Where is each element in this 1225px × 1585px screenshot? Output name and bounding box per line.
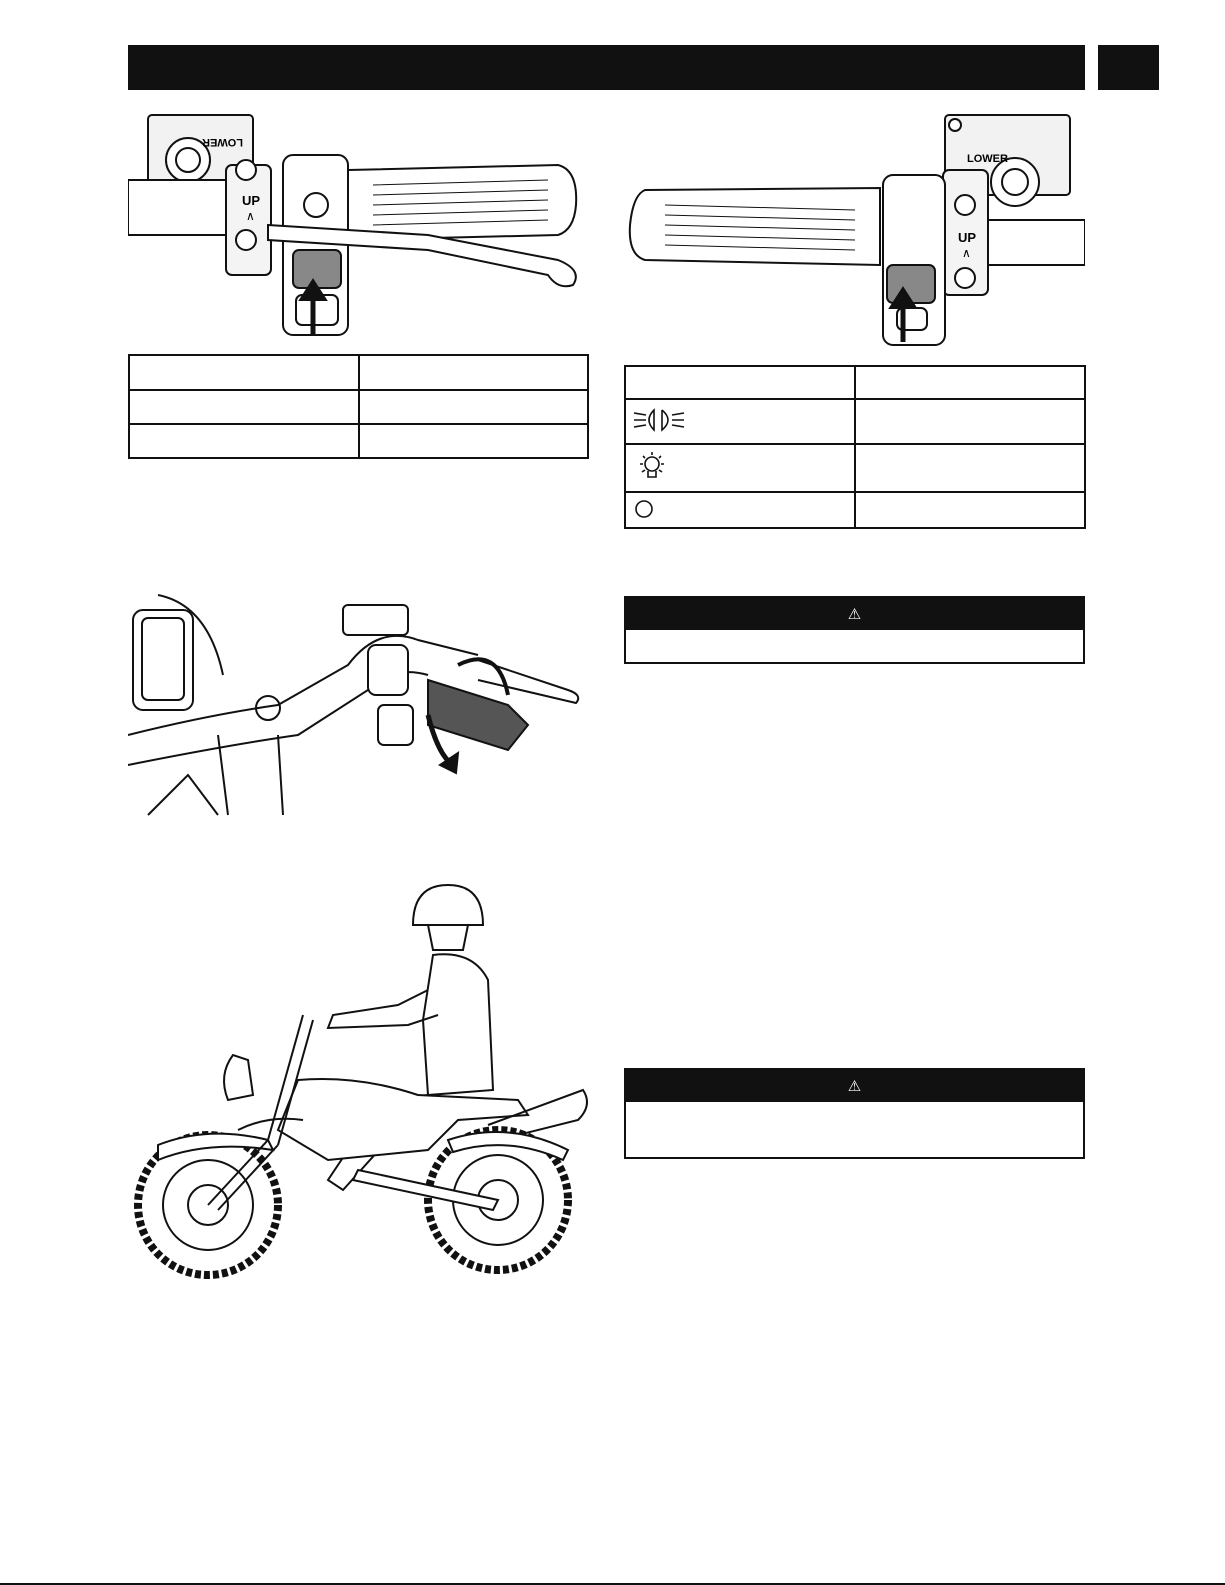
table-cell bbox=[129, 355, 359, 390]
table-cell bbox=[855, 366, 1085, 399]
table-cell bbox=[625, 444, 855, 492]
table-cell bbox=[625, 492, 855, 528]
table-cell bbox=[129, 390, 359, 424]
up-arrow-label: ∧ bbox=[246, 209, 255, 223]
table-cell bbox=[129, 424, 359, 458]
warning-box-2 bbox=[624, 1068, 1085, 1159]
up-arrow-label: ∧ bbox=[962, 246, 971, 260]
warning-box-1 bbox=[624, 596, 1085, 664]
table-cell bbox=[359, 390, 588, 424]
table-row bbox=[129, 355, 588, 390]
up-label: UP bbox=[242, 193, 261, 208]
headlight-icon bbox=[632, 405, 688, 435]
table-cell bbox=[359, 355, 588, 390]
table-row bbox=[625, 444, 1085, 492]
header-page-tab bbox=[1098, 45, 1159, 90]
lower-label: LOWER bbox=[967, 153, 1008, 165]
table-cell bbox=[855, 444, 1085, 492]
warning-text bbox=[626, 1102, 1083, 1114]
left-grip-illustration bbox=[128, 110, 590, 355]
bulb-icon bbox=[632, 450, 672, 484]
table-cell bbox=[359, 424, 588, 458]
header-bar bbox=[128, 45, 1085, 90]
warning-text bbox=[626, 630, 1083, 642]
circle-off-icon bbox=[632, 497, 656, 521]
warning-header bbox=[626, 1070, 1083, 1102]
table-row bbox=[129, 390, 588, 424]
rider-illustration bbox=[128, 880, 588, 1285]
table-row bbox=[625, 492, 1085, 528]
table-row bbox=[129, 424, 588, 458]
table-cell bbox=[855, 399, 1085, 444]
right-grip-illustration bbox=[625, 110, 1085, 350]
warning-icon: ⚠ bbox=[847, 1077, 862, 1095]
warning-icon: ⚠ bbox=[847, 605, 862, 623]
table-cell bbox=[625, 399, 855, 444]
lower-label: LOWER bbox=[202, 136, 243, 148]
table-row bbox=[625, 366, 1085, 399]
throttle-illustration bbox=[128, 585, 588, 817]
table-row bbox=[625, 399, 1085, 444]
warning-header bbox=[626, 598, 1083, 630]
table-cell bbox=[855, 492, 1085, 528]
left-control-table bbox=[128, 354, 589, 459]
up-label: UP bbox=[958, 230, 977, 245]
right-control-table bbox=[624, 365, 1086, 529]
table-cell bbox=[625, 366, 855, 399]
